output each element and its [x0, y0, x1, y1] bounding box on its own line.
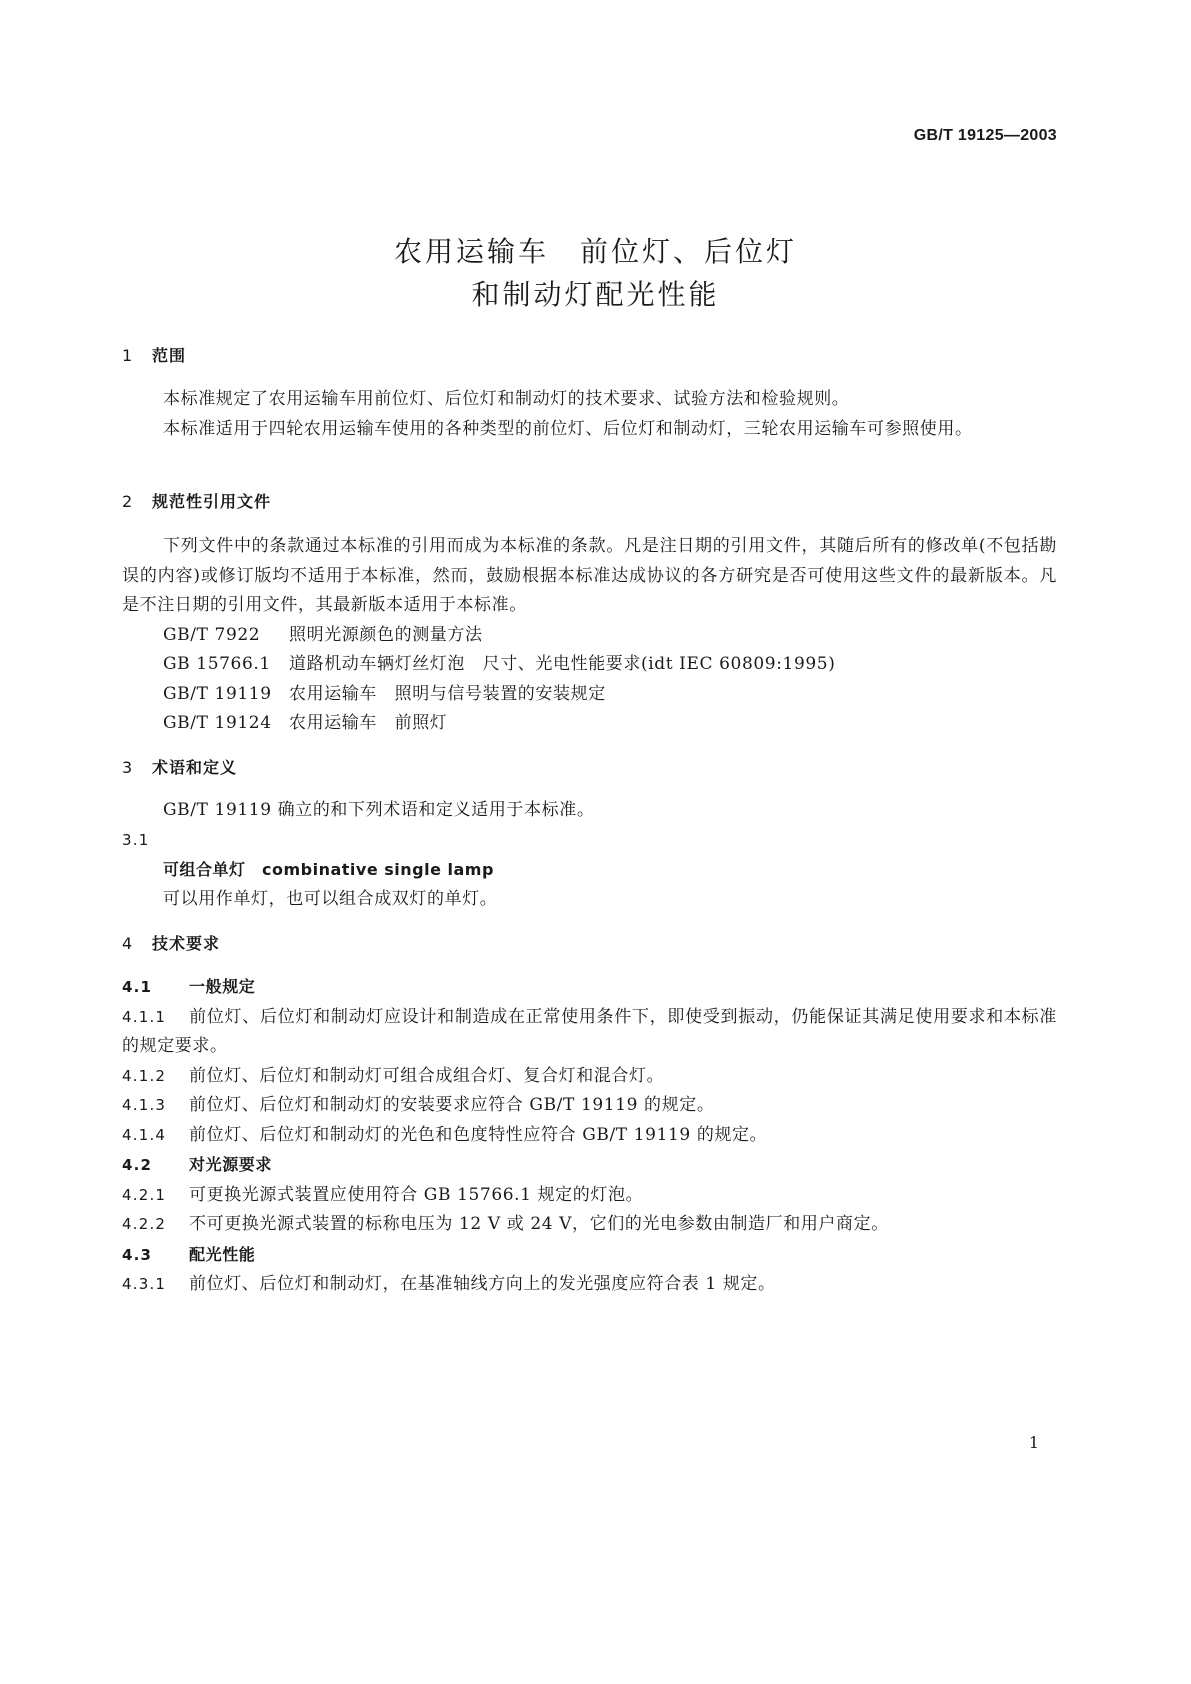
section-3-heading	[122, 753, 1057, 783]
section-number: 1	[122, 346, 134, 365]
section-title: 范围	[152, 346, 187, 365]
document-title-line-1: 农用运输车 前位灯、后位灯	[393, 235, 797, 268]
term-title: 可组合单灯 combinative single lamp	[163, 860, 494, 879]
subsection-4-2-heading: 4.2 对光源要求	[122, 1155, 273, 1174]
clause-3-1-number: 3.1	[122, 830, 150, 849]
clause-4-1-3: 4.1.3 前位灯、后位灯和制动灯的安装要求应符合 GB/T 19119 的规定。	[122, 1095, 715, 1115]
subsection-4-1-heading: 4.1 一般规定	[122, 977, 256, 996]
section-4-heading	[122, 929, 1057, 959]
term-definition: 可以用作单灯，也可以组合成双灯的单灯。	[163, 888, 498, 909]
section-number: 4	[122, 934, 134, 953]
reference-title: 照明光源颜色的测量方法	[289, 624, 483, 645]
reference-title: 农用运输车 照明与信号装置的安装规定	[289, 683, 606, 704]
clause-4-2-2: 4.2.2 不可更换光源式装置的标称电压为 12 V 或 24 V，它们的光电参数由制造厂和用户商定。	[122, 1214, 889, 1234]
normative-reference	[122, 709, 1057, 739]
reference-code: GB 15766.1	[163, 654, 271, 674]
paragraph: 本标准规定了农用运输车用前位灯、后位灯和制动灯的技术要求、试验方法和检验规则。	[163, 389, 850, 409]
paragraph: 本标准适用于四轮农用运输车使用的各种类型的前位灯、后位灯和制动灯，三轮农用运输车可参照使用。	[163, 418, 973, 439]
normative-reference	[122, 650, 1057, 680]
subsection-4-3-heading: 4.3 配光性能	[122, 1244, 256, 1264]
normative-reference	[122, 621, 1057, 651]
section-4-body	[122, 972, 1057, 1300]
clause-4-1-2: 4.1.2 前位灯、后位灯和制动灯可组合成组合灯、复合灯和混合灯。	[122, 1065, 665, 1086]
section-title: 术语和定义	[152, 758, 238, 777]
clause-4-1-4: 4.1.4 前位灯、后位灯和制动灯的光色和色度特性应符合 GB/T 19119 的规定。	[122, 1124, 768, 1145]
clause-4-1-1: 4.1.1 前位灯、后位灯和制动灯应设计和制造成在正常使用条件下，即使受到振动，仍能保证其满足使用要求和本标准的规定要求。	[122, 1006, 1057, 1056]
section-title: 技术要求	[152, 934, 221, 953]
section-2-heading	[122, 487, 1057, 517]
normative-reference	[122, 680, 1057, 710]
section-1-heading	[122, 341, 1057, 371]
section-number: 2	[122, 492, 134, 511]
paragraph: 下列文件中的条款通过本标准的引用而成为本标准的条款。凡是注日期的引用文件，其随后所有的修改单(不包括勘误的内容)或修订版均不适用于本标准，然而，鼓励根据本标准达成协议的各方研究是否可使用这些文件的最新版本。凡是不注日期的引用文件，其最新版本适用于本标准。	[122, 536, 1057, 615]
reference-title: 农用运输车 前照灯	[289, 713, 448, 733]
reference-code: GB/T 19124	[163, 713, 272, 733]
section-3-body	[122, 796, 1057, 914]
section-2-body	[122, 532, 1057, 739]
page-number: 1	[1028, 1433, 1039, 1452]
section-title: 规范性引用文件	[152, 492, 272, 511]
reference-code: GB/T 7922	[163, 624, 261, 645]
clause-4-3-1: 4.3.1 前位灯、后位灯和制动灯，在基准轴线方向上的发光强度应符合表 1 规定。	[122, 1274, 776, 1294]
section-1-body	[122, 385, 1057, 444]
standard-code: GB/T 19125—2003	[913, 127, 1057, 144]
paragraph: GB/T 19119 确立的和下列术语和定义适用于本标准。	[163, 800, 595, 820]
reference-title: 道路机动车辆灯丝灯泡 尺寸、光电性能要求(idt IEC 60809:1995)	[289, 654, 836, 674]
reference-code: GB/T 19119	[163, 683, 272, 704]
clause-4-2-1: 4.2.1 可更换光源式装置应使用符合 GB 15766.1 规定的灯泡。	[122, 1184, 644, 1205]
document-title-line-2: 和制动灯配光性能	[471, 278, 720, 311]
section-number: 3	[122, 758, 134, 777]
